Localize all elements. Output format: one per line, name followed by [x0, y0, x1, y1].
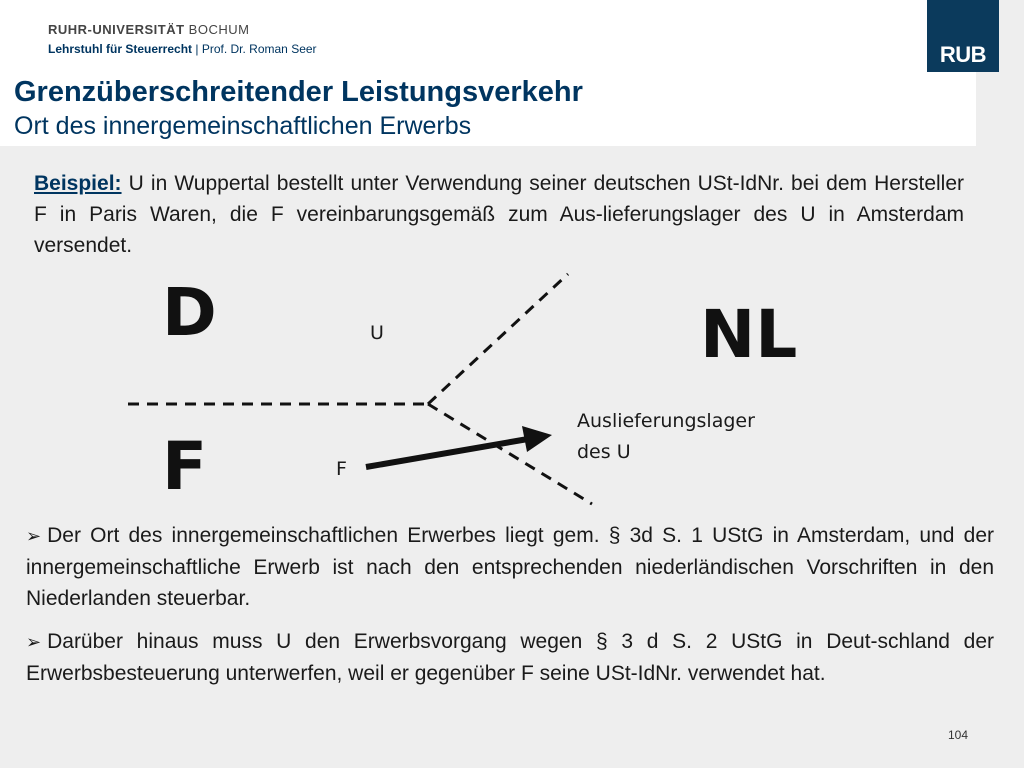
bullet-text: Darüber hinaus muss U den Erwerbsvorgang wegen § 3 d S. 2 UStG in Deut-schland der Erwerbsbesteuerung unterwerfen, weil er gegenüber F seine USt-IdNr. verwendet hat.	[26, 630, 994, 685]
delivery-arrow-shaft	[366, 439, 528, 467]
delivery-arrow-head	[522, 426, 552, 452]
chair-professor: | Prof. Dr. Roman Seer	[195, 42, 317, 56]
border-line-north	[428, 274, 568, 404]
border-diagram	[0, 262, 1024, 522]
bullet-text: Der Ort des innergemeinschaftlichen Erwerbes liegt gem. § 3d S. 1 UStG in Amsterdam, und der innergemeinschaftliche Erwerb ist nach den entsprechenden niederländischen Vorschriften in den Niederlanden steuerbar.	[26, 524, 994, 610]
warehouse-label	[577, 406, 755, 468]
country-label-f: F	[162, 428, 208, 505]
bullet-item	[26, 520, 994, 614]
university-name-rest: BOCHUM	[184, 22, 250, 37]
example-paragraph	[34, 168, 964, 261]
party-label-f: F	[336, 458, 347, 480]
chair-name	[48, 42, 317, 56]
page-number: 104	[948, 728, 969, 742]
example-text: U in Wuppertal bestellt unter Verwendung seiner deutschen USt-IdNr. bei dem Hersteller F in Paris Waren, die F vereinbarungsgemäß zum Aus-lieferungslager des U in Amsterdam versendet.	[34, 172, 964, 257]
slide-title: Grenzüberschreitender Leistungsverkehr	[14, 76, 583, 108]
rub-logo-text: RUB	[939, 42, 987, 67]
slide-subtitle: Ort des innergemeinschaftlichen Erwerbs	[14, 112, 472, 140]
university-name	[48, 22, 249, 37]
rub-logo	[927, 0, 999, 72]
university-name-bold: RUHR-UNIVERSITÄT	[48, 22, 185, 37]
bullet-arrow-icon: ➢	[26, 526, 42, 546]
warehouse-label-line1: Auslieferungslager	[577, 410, 755, 432]
chair-name-bold: Lehrstuhl für Steuerrecht	[48, 42, 193, 56]
country-label-d: D	[162, 274, 217, 351]
bullet-item	[26, 626, 994, 689]
party-label-u: U	[370, 322, 384, 344]
bullet-arrow-icon: ➢	[26, 632, 42, 652]
country-label-nl: NL	[700, 296, 798, 373]
diagram-lines	[0, 262, 1024, 522]
example-lead: Beispiel:	[34, 172, 122, 195]
bullet-list	[26, 520, 994, 701]
warehouse-label-line2: des U	[577, 441, 631, 463]
